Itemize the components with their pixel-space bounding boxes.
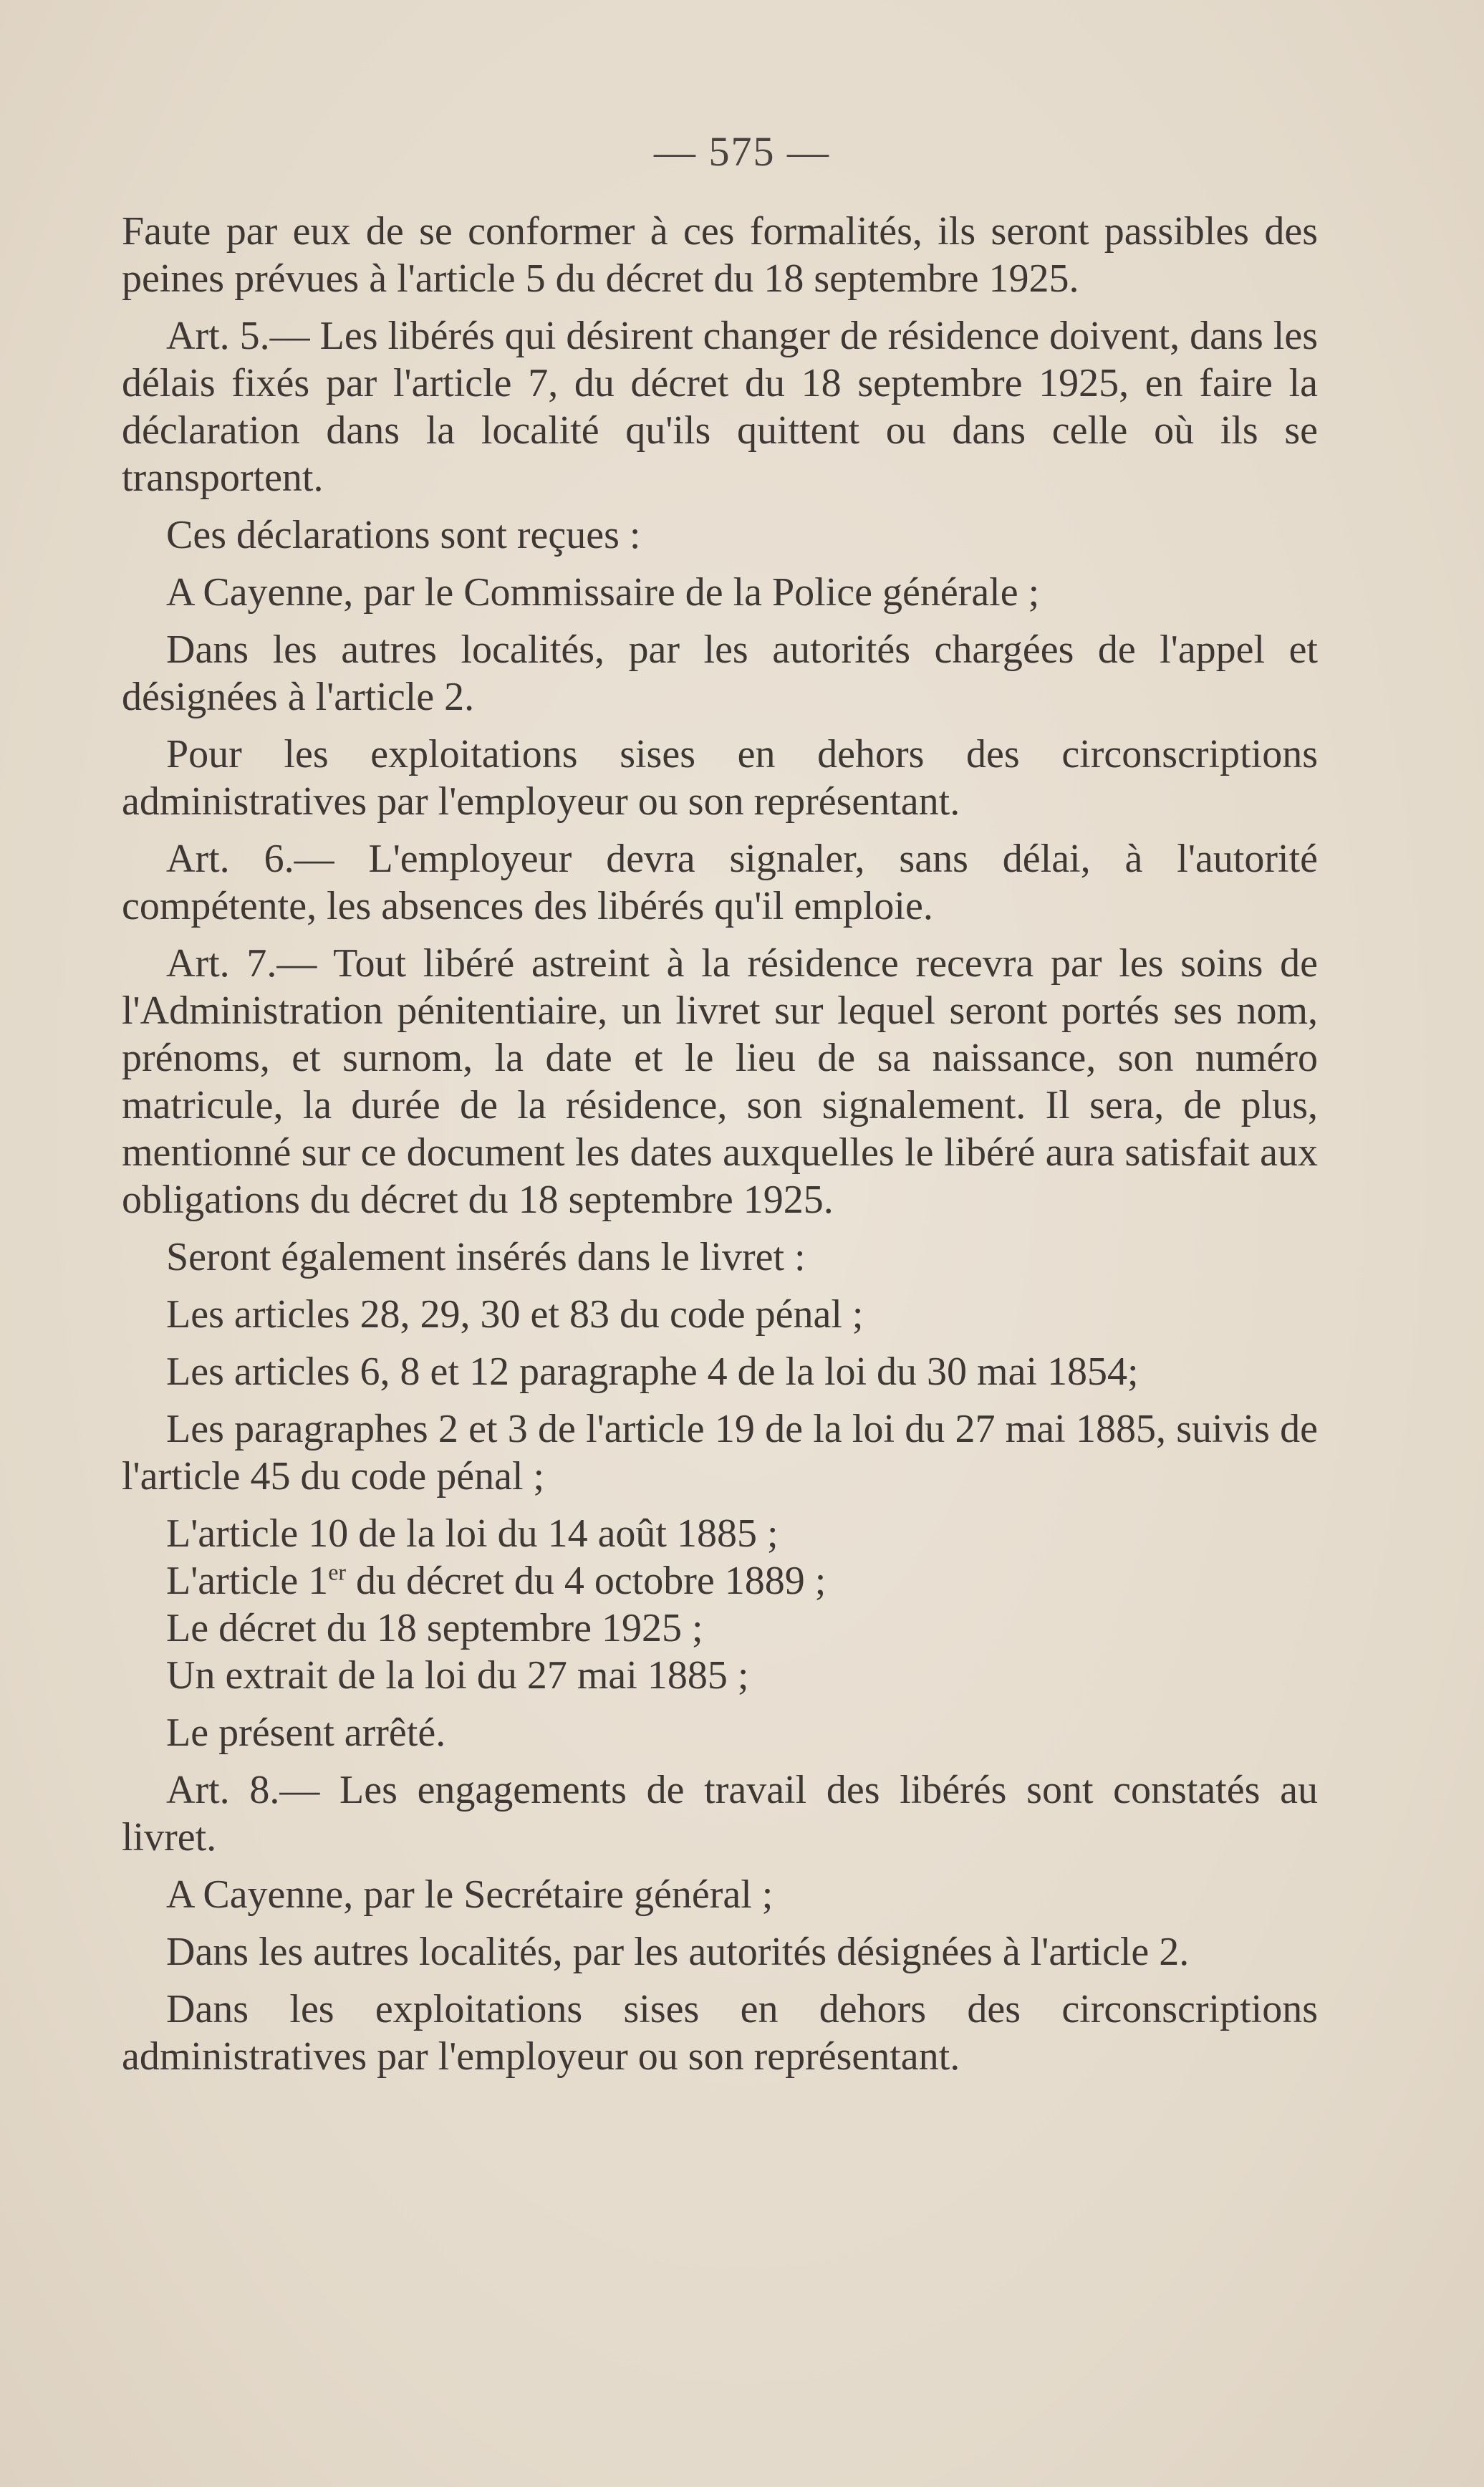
paragraph: Pour les exploitations sises en dehors des circonscriptions administratives par l'employeur ou son représentant. [122,732,1318,824]
paragraph: Ces déclarations sont reçues : [166,513,641,557]
paragraph: Faute par eux de se conformer à ces formalités, ils seront passibles des peines prévues à l'article 5 du décret du 18 septembre 1925. [122,209,1318,301]
paragraph-article-7: Art. 7.— Tout libéré astreint à la résidence recevra par les soins de l'Administration pénitentiaire, un livret sur lequel seront portés ses nom, prénoms, et surnom, la date et le lieu de sa naissance, son numéro matricule, la durée de la résidence, son signalement. Il sera, de plus, mentionné sur ce document les dates auxquelles le libéré aura satisfait aux obligations du décret du 18 septembre 1925. [122,941,1318,1222]
body-text [122,208,1318,2090]
list-item: Les articles 6, 8 et 12 paragraphe 4 de la loi du 30 mai 1854; [166,1350,1139,1394]
paragraph: Seront également insérés dans le livret : [166,1235,806,1279]
list-item [122,1557,1318,1605]
superscript: er [328,1559,347,1585]
list-item: Le présent arrêté. [166,1711,446,1755]
list-item: L'article 10 de la loi du 14 août 1885 ; [166,1511,779,1556]
paragraph-article-6: Art. 6.— L'employeur devra signaler, sans délai, à l'autorité compétente, les absences des libérés qu'il emploie. [122,837,1318,928]
page-number: — 575 — [654,128,830,175]
paragraph: A Cayenne, par le Commissaire de la Police générale ; [166,570,1040,615]
list-item: Le décret du 18 septembre 1925 ; [166,1606,703,1650]
list-item: Les paragraphes 2 et 3 de l'article 19 de la loi du 27 mai 1885, suivis de l'article 45 du code pénal ; [122,1407,1318,1499]
paragraph: Dans les autres localités, par les autorités chargées de l'appel et désignées à l'article 2. [122,627,1318,719]
list-item-text: L'article 1 [166,1559,329,1603]
paragraph-article-5: Art. 5.— Les libérés qui désirent changer de résidence doivent, dans les délais fixés par l'article 7, du décret du 18 septembre 1925, en faire la déclaration dans la localité qu'ils quittent ou dans celle où ils se transportent. [122,314,1318,500]
paragraph: Dans les autres localités, par les autorités désignées à l'article 2. [166,1930,1190,1974]
paragraph-article-8: Art. 8.— Les engagements de travail des libérés sont constatés au livret. [122,1768,1318,1860]
list-item: Un extrait de la loi du 27 mai 1885 ; [166,1653,749,1698]
paragraph: Dans les exploitations sises en dehors des circonscriptions administratives par l'employeur ou son représentant. [122,1987,1318,2079]
paragraph: A Cayenne, par le Secrétaire général ; [166,1872,774,1917]
list-item: Les articles 28, 29, 30 et 83 du code pénal ; [166,1292,864,1337]
list-item-text: du décret du 4 octobre 1889 ; [346,1559,827,1603]
